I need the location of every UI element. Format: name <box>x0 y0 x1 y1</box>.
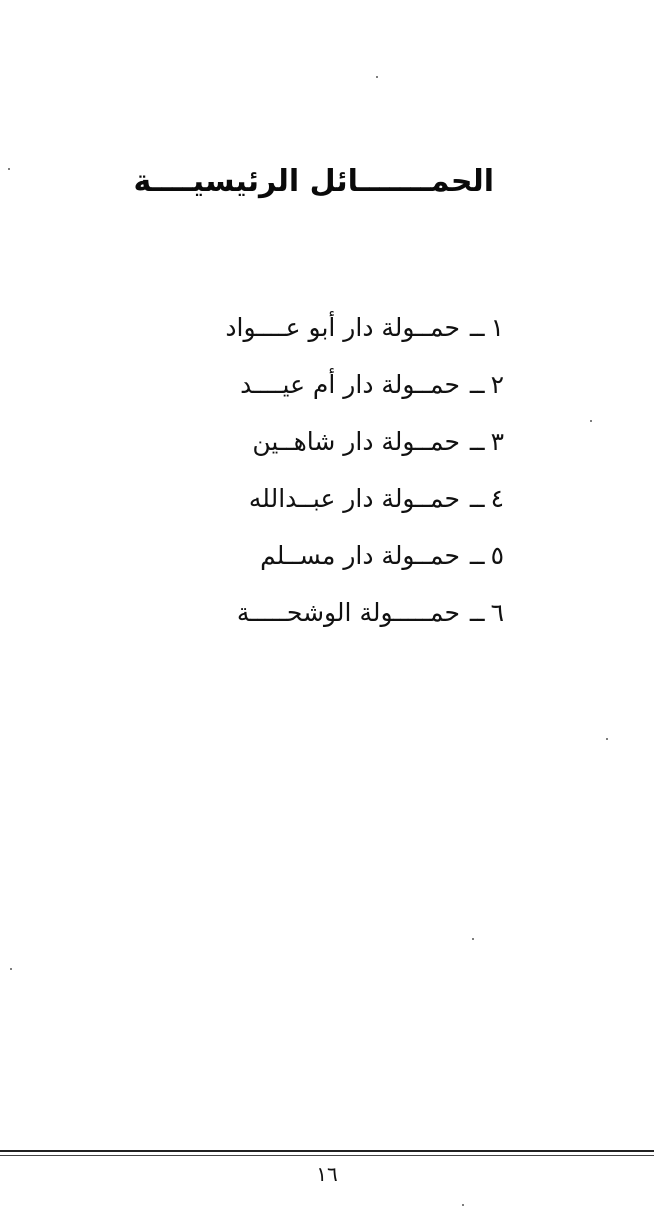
list-item-number: ٣ <box>490 427 504 456</box>
list-item-number: ٥ <box>490 541 504 570</box>
list-item-dash: ــ <box>469 313 485 342</box>
list-item <box>0 308 654 365</box>
list-item-text: حمــولة دار شاهــين <box>252 427 460 456</box>
footer-rule <box>0 1150 654 1152</box>
scan-speck <box>376 76 378 78</box>
list-item <box>0 365 654 422</box>
list-item-number: ٤ <box>490 484 504 513</box>
list-item-text: حمـــــولة الوشحـــــة <box>236 598 460 627</box>
scan-speck <box>8 168 10 170</box>
family-list <box>0 308 654 650</box>
list-item-text: حمــولة دار أبو عــــواد <box>225 313 460 342</box>
scan-speck <box>606 738 608 740</box>
list-item-dash: ــ <box>469 370 485 399</box>
list-item-number: ١ <box>490 313 504 342</box>
list-item <box>0 593 654 650</box>
list-item-dash: ــ <box>469 598 485 627</box>
list-item-text: حمــولة دار مســلم <box>260 541 460 570</box>
list-item-dash: ــ <box>469 427 485 456</box>
list-item-dash: ــ <box>469 484 485 513</box>
list-item <box>0 479 654 536</box>
scan-speck <box>10 968 12 970</box>
list-item-number: ٢ <box>490 370 504 399</box>
page-number: ١٦ <box>316 1162 338 1186</box>
list-item-text: حمــولة دار عبــدالله <box>248 484 460 513</box>
scan-speck <box>472 938 474 940</box>
scan-speck <box>590 420 592 422</box>
list-item-text: حمــولة دار أم عيــــد <box>240 370 460 399</box>
list-item-number: ٦ <box>490 598 504 627</box>
page-title: الحمـــــــائل الرئيسيــــة <box>133 164 494 199</box>
list-item <box>0 422 654 479</box>
footer-rule <box>0 1155 654 1156</box>
list-item-dash: ــ <box>469 541 485 570</box>
list-item <box>0 536 654 593</box>
scan-speck <box>462 1204 464 1206</box>
